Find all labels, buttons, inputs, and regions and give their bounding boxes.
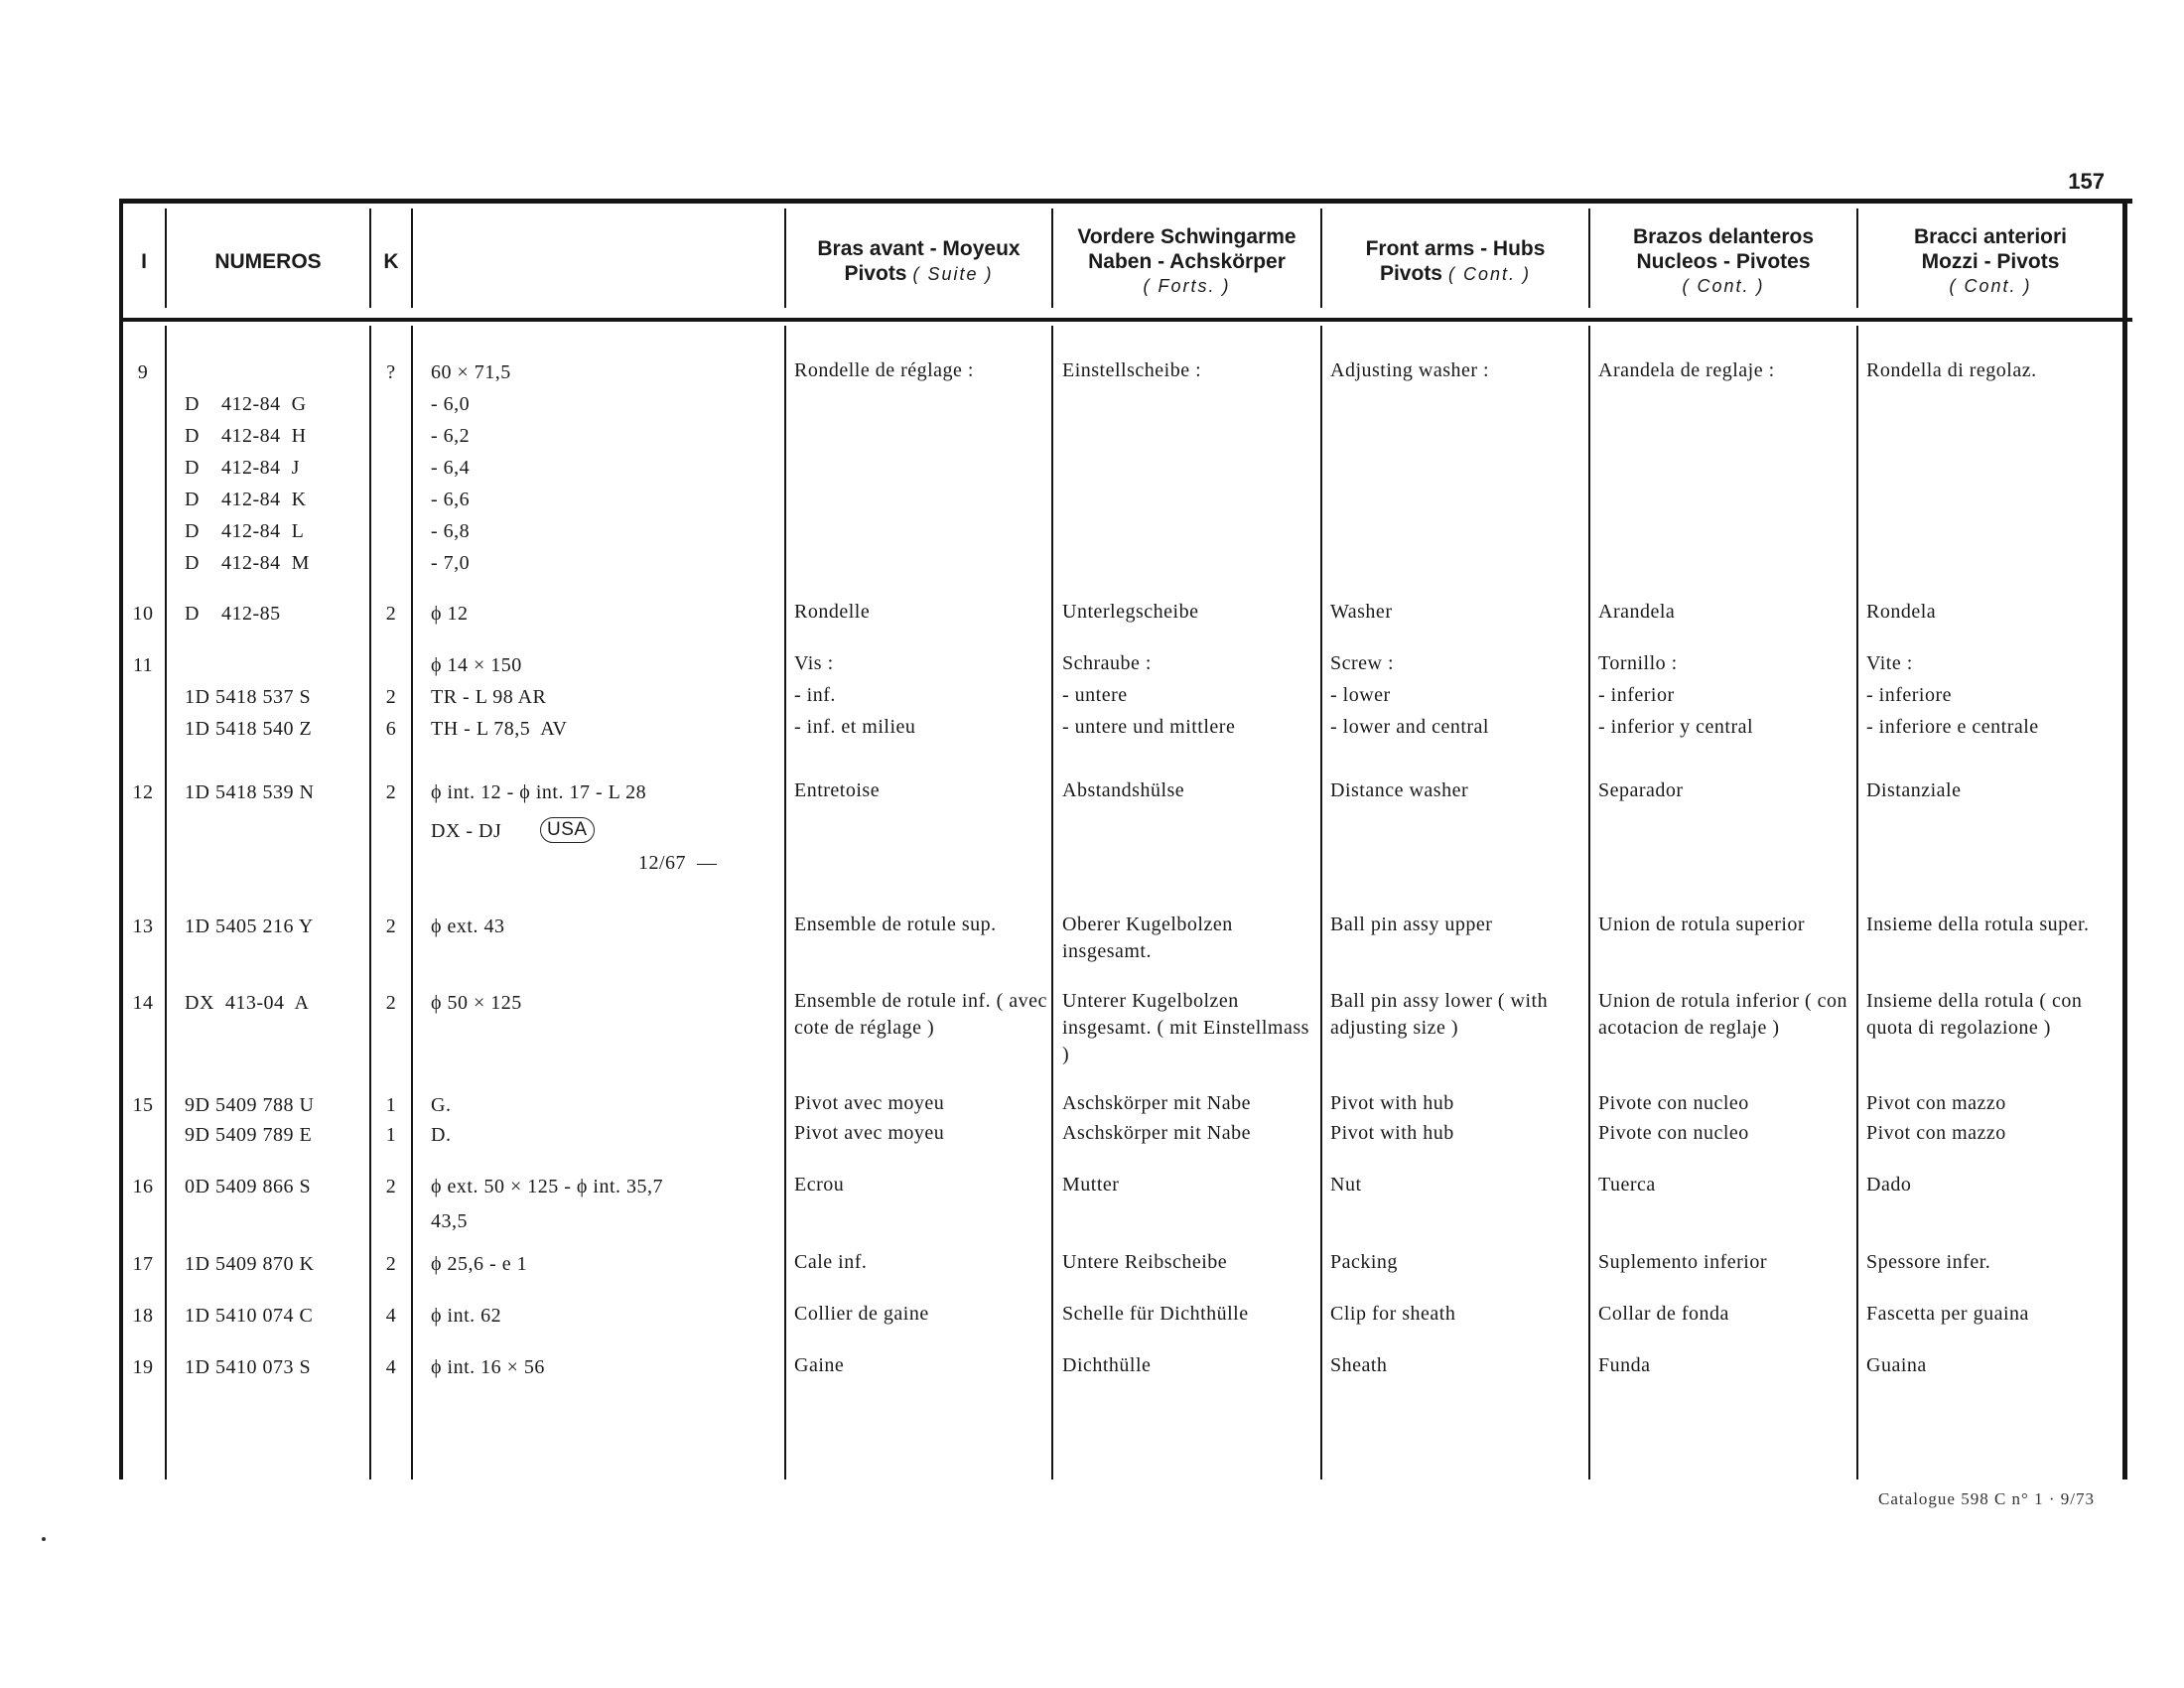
part-number: 9D 5409 788 U: [185, 1094, 315, 1116]
desc-german: Unterer Kugelbolzen insgesamt. ( mit Einstellmass ): [1062, 990, 1309, 1065]
part-number: DX 413-04 A: [185, 992, 310, 1014]
part-number: D 412-84 G: [185, 393, 307, 415]
col-sep: [1051, 326, 1053, 1479]
specification: ϕ int. 16 × 56: [431, 1356, 545, 1378]
part-number: 1D 5418 539 N: [185, 781, 315, 803]
part-number: 1D 5410 074 C: [185, 1305, 314, 1327]
desc-italian: Insieme della rotula ( con quota di regolazione ): [1866, 990, 2083, 1039]
desc-english: - lower: [1330, 684, 1391, 706]
desc-french: Rondelle de réglage :: [794, 359, 974, 381]
col-sep: [784, 326, 786, 1479]
desc-italian: Pivot con mazzo: [1866, 1092, 2006, 1114]
row-index: 11: [132, 654, 154, 676]
specification: - 6,4: [431, 457, 471, 479]
desc-italian: Distanziale: [1866, 779, 1962, 801]
col-sep: [411, 326, 413, 1479]
spec-continuation: 43,5: [431, 1210, 468, 1232]
desc-german: Unterlegscheibe: [1062, 601, 1199, 623]
desc-french: Vis :: [794, 652, 834, 674]
desc-german: Aschskörper mit Nabe: [1062, 1092, 1251, 1114]
desc-italian: - inferiore e centrale: [1866, 716, 2039, 738]
desc-spanish: - inferior: [1598, 684, 1675, 706]
desc-italian: Vite :: [1866, 652, 1913, 674]
row-index: 18: [132, 1305, 154, 1327]
specification: TH - L 78,5 AV: [431, 718, 568, 740]
desc-german: Aschskörper mit Nabe: [1062, 1122, 1251, 1144]
row-index: 15: [132, 1094, 154, 1116]
desc-german: Mutter: [1062, 1174, 1120, 1196]
part-number: 1D 5418 537 S: [185, 686, 312, 708]
specification: - 6,8: [431, 520, 471, 542]
desc-french: - inf. et milieu: [794, 716, 916, 738]
part-number: 1D 5405 216 Y: [185, 915, 314, 937]
quantity: 2: [385, 1176, 397, 1197]
row-index: 14: [132, 992, 154, 1014]
desc-spanish: Union de rotula inferior ( con acotacion de reglaje ): [1598, 990, 1848, 1039]
part-number: 1D 5410 073 S: [185, 1356, 312, 1378]
desc-german: - untere und mittlere: [1062, 716, 1236, 738]
specification: G.: [431, 1094, 452, 1116]
row-index: 10: [132, 603, 154, 625]
part-number: D 412-84 J: [185, 457, 300, 479]
desc-german: Schelle für Dichthülle: [1062, 1303, 1249, 1325]
row-index: 12: [132, 781, 154, 803]
desc-italian: Spessore infer.: [1866, 1251, 1991, 1273]
table-left-border: [119, 199, 123, 1479]
desc-french: - inf.: [794, 684, 836, 706]
quantity: 2: [385, 1253, 397, 1275]
col-sep: [1856, 326, 1858, 1479]
specification: ϕ 25,6 - e 1: [431, 1253, 528, 1275]
desc-spanish: Pivote con nucleo: [1598, 1092, 1749, 1114]
desc-french: Pivot avec moyeu: [794, 1092, 945, 1114]
part-number: 1D 5418 540 Z: [185, 718, 313, 740]
desc-french: Gaine: [794, 1354, 845, 1376]
specification: ϕ ext. 43: [431, 915, 505, 937]
desc-english: Pivot with hub: [1330, 1122, 1454, 1144]
row-index: 13: [132, 915, 154, 937]
part-number: D 412-84 M: [185, 552, 310, 574]
specification: ϕ 14 × 150: [431, 654, 522, 676]
quantity: 2: [385, 781, 397, 803]
scan-speck: [42, 1537, 46, 1541]
col-sep: [411, 209, 413, 308]
quantity: 6: [385, 718, 397, 740]
part-number: D 412-85: [185, 603, 281, 625]
table-top-border: [119, 199, 2132, 204]
desc-spanish: Collar de fonda: [1598, 1303, 1729, 1325]
row-index: 9: [137, 361, 149, 383]
quantity: 2: [385, 915, 397, 937]
desc-spanish: Tuerca: [1598, 1174, 1656, 1196]
col-sep: [165, 326, 167, 1479]
col-sep: [1320, 326, 1322, 1479]
desc-spanish: Funda: [1598, 1354, 1651, 1376]
desc-french: Collier de gaine: [794, 1303, 929, 1325]
desc-italian: Pivot con mazzo: [1866, 1122, 2006, 1144]
desc-english: Ball pin assy lower ( with adjusting size ): [1330, 990, 1549, 1039]
desc-english: Adjusting washer :: [1330, 359, 1490, 381]
specification: D.: [431, 1124, 452, 1146]
revision-date: 12/67 —: [638, 852, 718, 874]
desc-german: Abstandshülse: [1062, 779, 1185, 801]
specification: - 6,2: [431, 425, 471, 447]
desc-italian: Insieme della rotula super.: [1866, 914, 2090, 935]
desc-italian: Rondela: [1866, 601, 1937, 623]
desc-spanish: - inferior y central: [1598, 716, 1754, 738]
part-number: D 412-84 K: [185, 489, 307, 510]
desc-english: Washer: [1330, 601, 1393, 623]
desc-spanish: Tornillo :: [1598, 652, 1678, 674]
desc-english: Clip for sheath: [1330, 1303, 1456, 1325]
desc-french: Pivot avec moyeu: [794, 1122, 945, 1144]
row-index: 19: [132, 1356, 154, 1378]
specification: ϕ 12: [431, 603, 469, 625]
specification: ϕ 50 × 125: [431, 992, 522, 1014]
desc-english: Ball pin assy upper: [1330, 914, 1493, 935]
part-number: 1D 5409 870 K: [185, 1253, 315, 1275]
desc-french: Rondelle: [794, 601, 871, 623]
col-sep: [1588, 326, 1590, 1479]
page-number: 157: [2068, 169, 2105, 194]
quantity: 2: [385, 603, 397, 625]
spec-variant: DX - DJ: [431, 820, 502, 842]
header-french: Bras avant - Moyeux Pivots ( Suite ): [817, 236, 1021, 285]
desc-spanish: Arandela de reglaje :: [1598, 359, 1775, 381]
desc-italian: - inferiore: [1866, 684, 1953, 706]
desc-english: Nut: [1330, 1174, 1362, 1196]
header-k: K: [383, 249, 399, 273]
desc-french: Entretoise: [794, 779, 881, 801]
desc-italian: Fascetta per guaina: [1866, 1303, 2029, 1325]
desc-french: Cale inf.: [794, 1251, 868, 1273]
desc-german: - untere: [1062, 684, 1128, 706]
desc-italian: Rondella di regolaz.: [1866, 359, 2037, 381]
header-italian: Bracci anteriori Mozzi - Pivots ( Cont. ): [1913, 224, 2068, 296]
part-number: 9D 5409 789 E: [185, 1124, 313, 1146]
specification: ϕ ext. 50 × 125 - ϕ int. 35,7: [431, 1176, 664, 1197]
desc-german: Untere Reibscheibe: [1062, 1251, 1228, 1273]
desc-spanish: Union de rotula superior: [1598, 914, 1806, 935]
desc-spanish: Separador: [1598, 779, 1684, 801]
desc-english: Distance washer: [1330, 779, 1469, 801]
specification: 60 × 71,5: [431, 361, 511, 383]
desc-spanish: Suplemento inferior: [1598, 1251, 1768, 1273]
specification: - 6,0: [431, 393, 471, 415]
desc-german: Schraube :: [1062, 652, 1152, 674]
desc-english: - lower and central: [1330, 716, 1489, 738]
desc-english: Screw :: [1330, 652, 1395, 674]
header-german: Vordere Schwingarme Naben - Achskörper ( Forts. ): [1077, 224, 1297, 296]
desc-french: Ensemble de rotule sup.: [794, 914, 997, 935]
desc-french: Ensemble de rotule inf. ( avec cote de réglage ): [794, 990, 1047, 1039]
desc-italian: Guaina: [1866, 1354, 1927, 1376]
quantity: 1: [385, 1094, 397, 1116]
header-spanish: Brazos delanteros Nucleos - Pivotes ( Cont. ): [1632, 224, 1815, 296]
part-number: D 412-84 H: [185, 425, 307, 447]
desc-german: Oberer Kugelbolzen insgesamt.: [1062, 914, 1233, 962]
desc-english: Sheath: [1330, 1354, 1388, 1376]
table-right-border: [2122, 204, 2127, 1479]
desc-german: Einstellscheibe :: [1062, 359, 1202, 381]
header-numeros: NUMEROS: [214, 249, 322, 273]
part-number: D 412-84 L: [185, 520, 305, 542]
part-number: 0D 5409 866 S: [185, 1176, 312, 1197]
header-english: Front arms - Hubs Pivots ( Cont. ): [1365, 236, 1546, 285]
specification: - 7,0: [431, 552, 471, 574]
usa-badge: USA: [540, 817, 595, 843]
quantity: 4: [385, 1305, 397, 1327]
desc-spanish: Arandela: [1598, 601, 1676, 623]
specification: ϕ int. 12 - ϕ int. 17 - L 28: [431, 781, 647, 803]
quantity: 2: [385, 992, 397, 1014]
row-index: 16: [132, 1176, 154, 1197]
quantity: 1: [385, 1124, 397, 1146]
usa-badge-wrap: [540, 814, 595, 844]
desc-french: Ecrou: [794, 1174, 845, 1196]
specification: - 6,6: [431, 489, 471, 510]
specification: TR - L 98 AR: [431, 686, 547, 708]
desc-italian: Dado: [1866, 1174, 1912, 1196]
desc-english: Pivot with hub: [1330, 1092, 1454, 1114]
parts-table: [107, 199, 2132, 1479]
row-index: 17: [132, 1253, 154, 1275]
quantity: ?: [386, 361, 396, 383]
desc-english: Packing: [1330, 1251, 1398, 1273]
header-bottom-border: [119, 318, 2132, 322]
quantity: 4: [385, 1356, 397, 1378]
quantity: 2: [385, 686, 397, 708]
specification: ϕ int. 62: [431, 1305, 502, 1327]
desc-german: Dichthülle: [1062, 1354, 1152, 1376]
desc-spanish: Pivote con nucleo: [1598, 1122, 1749, 1144]
header-index: I: [141, 249, 147, 273]
catalogue-reference: Catalogue 598 C n° 1 · 9/73: [1878, 1489, 2095, 1508]
